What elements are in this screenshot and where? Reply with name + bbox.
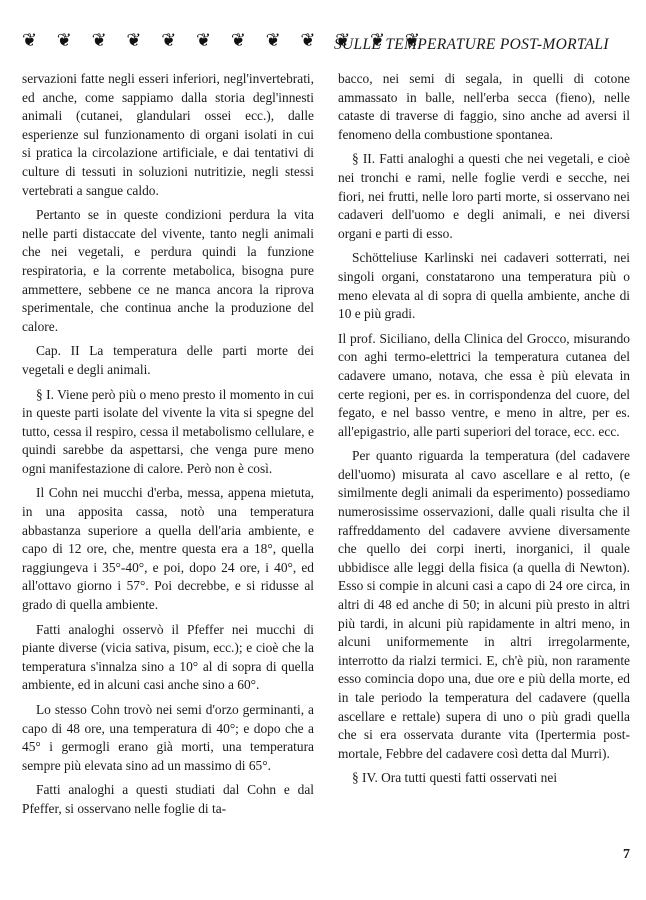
- paragraph: Per quanto riguarda la temperatura (del cadavere dell'uomo) misurata al cavo ascellare e al retto, (e similmente degli animali da esperimento) possediamo numerosissime osservazioni, dalle quali risulta che il raffreddamento del cadavere avviene diversamente che quello dei corpi inerti, inorganici, il quale ubbidisce alle leggi della fisica (a quella di Newton). Esso si compie in alcuni casi a capo di 24 ore circa, in altri di 48 ed anche di 50; in alcuni più presto in altri più tardi, in alcuni più rapidamente in altri meno, in alcuni uniformemente in altri irregolarmente, interrotto da rialzi termici. E, ch'è più, non raramente esso comincia dopo una, due ore e più della morte, ed in tale periodo la temperatura del cadavere (quella ascellare e rettale) supera di uno o più gradi quella che si era osservata durante vita (Ipertermia post-mortale, Febbre del cadavere così detta dal Murri).: [338, 448, 630, 761]
- paragraph: Pertanto se in queste condizioni perdura la vita nelle parti distaccate del vivente, tanto negli animali che nei vegetali, e perdura quindi la funzione respiratoria, e la corrente metabolica, bisogna pure ammettere, sebbene ce ne manca ancora la riprova sperimentale, che continua anche la produzione del calore.: [22, 207, 314, 334]
- page-number: 7: [623, 847, 630, 862]
- left-column: [22, 70, 314, 825]
- paragraph: Fatti analoghi osservò il Pfeffer nei mucchi di piante diverse (vicia sativa, pisum, ecc.); e cioè che la temperatura s'innalza sino a 10° al di sopra di quella ambiente, ed in alcuni casi anche sino a 60°.: [22, 621, 314, 693]
- paragraph: Fatti analoghi a questi studiati dal Cohn e dal Pfeffer, si osservano nelle foglie di ta-: [22, 782, 314, 816]
- paragraph: Il prof. Siciliano, della Clinica del Grocco, misurando con aghi termo-elettrici la temperatura cutanea del cadavere umano, notava, che essa è più elevata in certe regioni, per es. in corrispondenza del cuore, del fegato, e nel basso ventre, e meno in altre, per es. all'epigastrio, alle parti superiori del torace, ecc. ecc.: [338, 330, 630, 439]
- decorative-ornament-row: ❦ ❦ ❦ ❦ ❦ ❦ ❦ ❦ ❦ ❦ ❦ ❦: [22, 30, 427, 51]
- paragraph: Lo stesso Cohn trovò nei semi d'orzo germinanti, a capo di 48 ore, una temperatura di 40°; e dopo che a 45° i germogli erano già morti, una temperatura sempre più elevata sino ad un massimo di 65°.: [22, 702, 314, 773]
- paragraph: bacco, nei semi di segala, in quelli di cotone ammassato in balle, nell'erba secca (fieno), nelle cataste di traverse di faggio, sino anche ad aversi il fenomeno della combustione spontanea.: [338, 71, 630, 142]
- paragraph: § II. Fatti analoghi a questi che nei vegetali, e cioè nei tronchi e rami, nelle foglie verdi e secche, nei fiori, nei frutti, nelle loro parti morte, si osservano nei cadaveri dell'uomo e degli animali, e nei diversi organi e parti di esso.: [338, 151, 630, 241]
- running-title: SULLE TEMPERATURE POST-MORTALI: [334, 36, 609, 53]
- paragraph: servazioni fatte negli esseri inferiori, negl'invertebrati, ed anche, come sappiamo dalla storia degl'innesti animali (cutanei, glandulari ossei ecc.), dalle esperienze sul funzionamento di organi isolati in cui si pratica la circolazione artificiale, e dai tentativi di culture di tessuti in soluzioni nutritizie, negli stessi vertebrati a sangue caldo.: [22, 71, 314, 198]
- right-column: [338, 70, 630, 794]
- chapter-heading: Cap. II La temperatura delle parti morte dei vegetali e degli animali.: [22, 343, 314, 377]
- paragraph: § IV. Ora tutti questi fatti osservati nei: [352, 770, 558, 786]
- paragraph: Il Cohn nei mucchi d'erba, messa, appena mietuta, in una apposita cassa, notò una temperatura abbastanza superiore a quella dell'aria ambiente, e capo di 12 ore, che, mentre questa era a 18°, quella raggiungeva i 35°-40°, e poi, dopo 24 ore, i 40°, ed all'ottavo giorno i 57°. Poi decrebbe, e si ridusse al grado di quella ambiente.: [22, 485, 314, 613]
- paragraph: Schötteliuse Karlinski nei cadaveri sotterrati, nei singoli organi, constatarono una temperatura più o meno elevata al di sopra di quella ambiente, anche di 10 e più gradi.: [338, 250, 630, 322]
- paragraph: § I. Viene però più o meno presto il momento in cui in queste parti isolate del vivente la vita si spegne del tutto, cessa il respiro, cessa il metabolismo cellulare, e quindi sarebbe da aspettarsi, che venga pure meno ogni manifestazione di calore. Però non è così.: [22, 386, 314, 476]
